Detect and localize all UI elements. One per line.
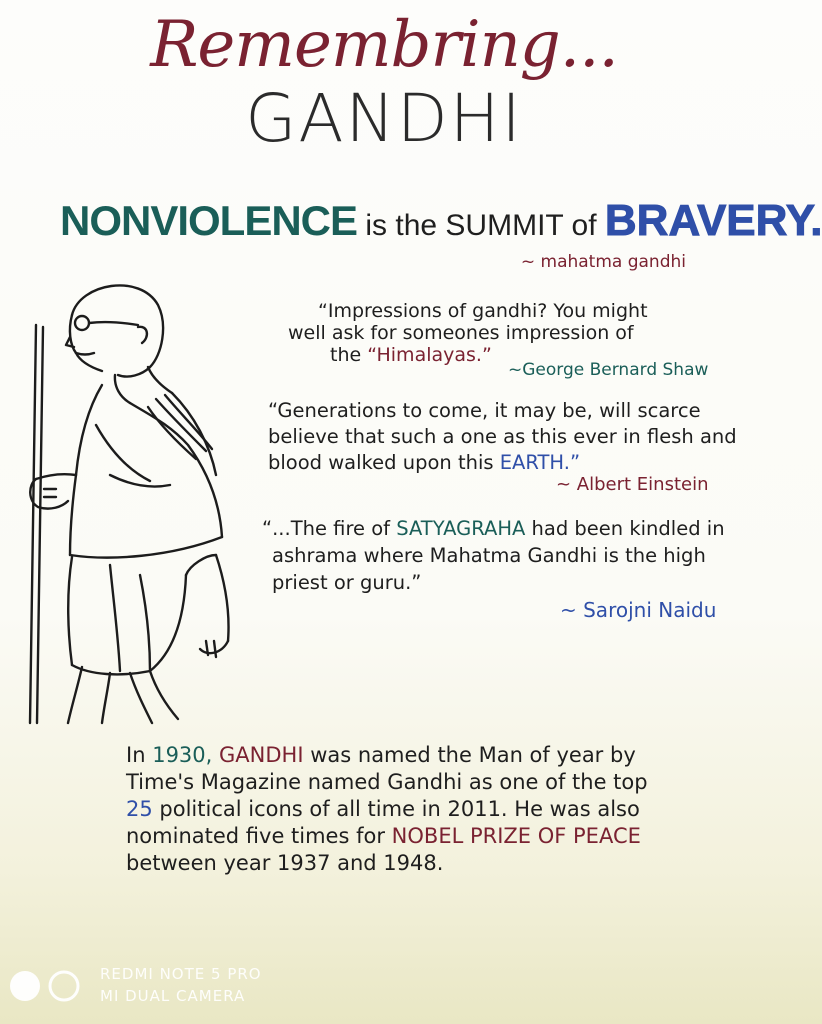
quote-naidu-line1-post: had been kindled in [531,517,725,540]
main-quote [60,196,822,246]
right-leg [130,673,152,723]
main-quote-middle: is the SUMMIT of [365,209,597,242]
watermark-line2: MI DUAL CAMERA [100,987,246,1005]
watermark-line1: REDMI NOTE 5 PRO [100,965,262,983]
quote-naidu-highlight: SATYAGRAHA [396,517,526,540]
quote-einstein-line2: believe that such a one as this ever in flesh and [268,425,737,448]
quote-einstein-line3: blood walked upon this [268,451,494,474]
fact-p3: Time's Magazine named Gandhi as one of the top [126,770,648,794]
quote-shaw-line1: “Impressions of gandhi? You might [318,300,648,322]
fact-p6: between year 1937 and 1948. [126,851,444,875]
quote-einstein [268,398,738,476]
hand-on-stick [30,479,68,509]
glasses-lens [75,316,89,330]
title-main: GANDHI [245,80,523,157]
fact-p1: In [126,743,146,767]
shawl-outline [130,403,222,537]
fact-name: GANDHI [219,743,304,767]
quote-naidu-line1-pre: “...The fire of [262,517,391,540]
main-quote-nonviolence: NONVIOLENCE [60,197,358,244]
walking-stick [30,325,36,723]
fact-number: 25 [126,797,153,821]
fact-year: 1930, [152,743,213,767]
fact-p2: was named the Man of year by [310,743,636,767]
quote-naidu-attribution: ~ Sarojni Naidu [560,598,717,622]
quote-shaw-line3: the [330,344,362,366]
quote-einstein-highlight: EARTH.” [499,451,581,474]
quote-naidu-line3: priest or guru.” [272,571,422,594]
fact-prize: NOBEL PRIZE OF PEACE [391,824,641,848]
quote-shaw-highlight: “Himalayas.” [367,344,492,366]
quote-naidu-line2: ashrama where Mahatma Gandhi is the high [272,544,706,567]
camera-dots-icon [8,968,88,1004]
quote-shaw-attribution: ~George Bernard Shaw [508,360,709,380]
title-script: Remembring... [150,8,618,82]
camera-watermark [100,963,262,1007]
fact-paragraph [126,742,666,877]
left-leg [68,667,82,723]
quote-einstein-line1: “Generations to come, it may be, will scarce [268,399,701,422]
quote-shaw [288,300,708,366]
main-quote-bravery: BRAVERY. [604,196,822,245]
main-quote-attribution: ~ mahatma gandhi [520,252,686,272]
fact-p4: political icons of all time in 2011. He was also [159,797,640,821]
quote-naidu [262,515,737,596]
quote-shaw-line2: well ask for someones impression of [288,322,634,344]
quote-einstein-attribution: ~ Albert Einstein [556,474,709,495]
fact-p5: nominated five times for [126,824,385,848]
gandhi-drawing [10,275,260,735]
